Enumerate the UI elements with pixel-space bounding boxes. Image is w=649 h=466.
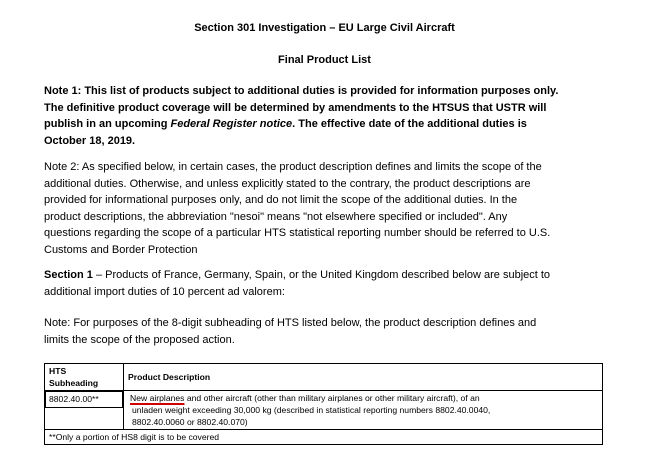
table-footnote: **Only a portion of HS8 digit is to be covered	[45, 430, 603, 445]
product-description-header: Product Description	[124, 364, 603, 391]
document-title: Section 301 Investigation – EU Large Civil Aircraft	[194, 22, 455, 34]
desc-line-1	[128, 392, 598, 404]
hts-code: 8802.40.00**	[45, 391, 123, 408]
note-2-line-5: questions regarding the scope of a particular HTS statistical reporting number should be referred to U.S.	[44, 227, 551, 239]
section-1-line-1	[44, 267, 604, 284]
section-1-label: Section 1	[44, 269, 93, 281]
note-1-line-4: October 18, 2019.	[44, 134, 136, 147]
note-2	[44, 159, 604, 258]
note-2-line-4: product descriptions, the abbreviation "nesoi" means "not elsewhere specified or included". Any	[44, 210, 508, 223]
note-3	[44, 315, 604, 348]
note-2-line-1: Note 2: As specified below, in certain cases, the product description defines and limits the scope of the	[44, 161, 542, 173]
desc-line-3: 8802.40.0060 or 8802.40.070)	[132, 417, 248, 427]
note-2-line-6: Customs and Border Protection	[44, 243, 198, 256]
note-1-line-1: Note 1: This list of products subject to additional duties is provided for information purposes only.	[44, 85, 559, 97]
table-row	[45, 391, 603, 430]
hts-code-cell	[45, 391, 124, 430]
note-1-line-3-b: . The effective date of the additional duties is	[292, 118, 527, 130]
table-footnote-row	[45, 430, 603, 445]
new-airplanes-underlined: New airplanes	[130, 393, 185, 403]
table-header-row	[45, 364, 603, 391]
note-1-line-3	[44, 116, 604, 133]
product-description-cell	[124, 391, 603, 430]
hts-header-line-2: Subheading	[49, 378, 99, 388]
federal-register-italic: Federal Register notice	[170, 118, 293, 130]
desc-line-1-rest: and other aircraft (other than military airplanes or other military aircraft), of an	[184, 393, 480, 403]
hts-header-line-1: HTS	[49, 366, 67, 376]
document-subtitle: Final Product List	[278, 54, 371, 66]
section-1-line-2: additional import duties of 10 percent ad valorem:	[44, 285, 285, 298]
desc-line-2: unladen weight exceeding 30,000 kg (described in statistical reporting numbers 8802.40.0040,	[132, 405, 491, 415]
hts-subheading-header	[45, 364, 124, 391]
note-2-line-3: provided for informational purposes only, and do not limit the scope of the additional duties. In the	[44, 194, 518, 206]
section-1	[44, 267, 604, 300]
hts-table	[44, 363, 603, 445]
note-3-line-1: Note: For purposes of the 8-digit subheading of HTS listed below, the product description defines and	[44, 317, 537, 329]
note-1	[44, 83, 604, 149]
note-2-line-2: additional duties. Otherwise, and unless explicitly stated to the contrary, the product descriptions are	[44, 177, 531, 190]
note-3-line-2: limits the scope of the proposed action.	[44, 333, 235, 346]
note-1-line-2: The definitive product coverage will be determined by amendments to the HTSUS that USTR will	[44, 101, 547, 114]
section-1-line-1-rest: – Products of France, Germany, Spain, or the United Kingdom described below are subject to	[92, 269, 551, 281]
note-1-line-3-a: publish in an upcoming	[44, 118, 171, 130]
